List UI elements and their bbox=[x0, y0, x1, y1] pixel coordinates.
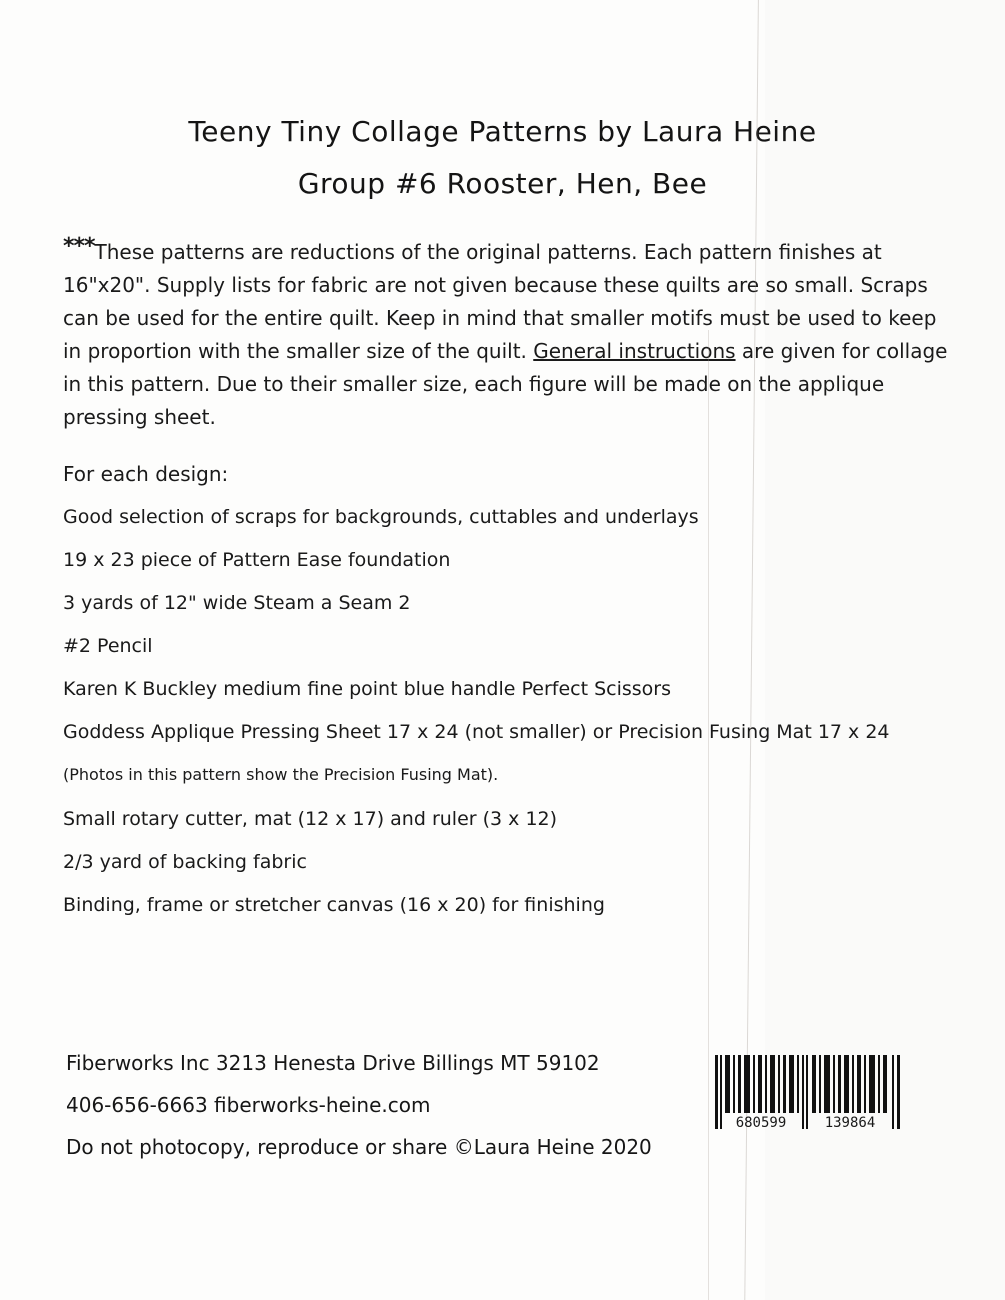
supply-item: 2/3 yard of backing fabric bbox=[63, 851, 307, 873]
barcode-digits-left: 680599 bbox=[735, 1115, 787, 1131]
scan-artifact-line bbox=[708, 330, 709, 1300]
supply-item: #2 Pencil bbox=[63, 635, 153, 657]
page-title: Teeny Tiny Collage Patterns by Laura Heine bbox=[188, 115, 817, 148]
supply-item: 19 x 23 piece of Pattern Ease foundation bbox=[63, 549, 451, 571]
footer-contact: 406-656-6663 fiberworks-heine.com bbox=[66, 1093, 431, 1117]
footer-block bbox=[66, 1052, 652, 1178]
footer-address: Fiberworks Inc 3213 Henesta Drive Billings MT 59102 bbox=[66, 1051, 600, 1075]
intro-asterisks: *** bbox=[63, 234, 95, 259]
barcode bbox=[714, 1055, 904, 1141]
barcode-digits-right: 139864 bbox=[824, 1115, 876, 1131]
supply-item: Binding, frame or stretcher canvas (16 x 20) for finishing bbox=[63, 894, 605, 916]
intro-text-part1: These patterns are reductions of the original patterns. Each pattern finishes at 16"x20". Supply lists for fabric are not given because these quilts are so small. Scraps can be used for the entire quilt. Keep in mind that smaller motifs must be used to keep in proportion with the smaller size of the quilt. bbox=[63, 240, 937, 363]
supply-item: Good selection of scraps for backgrounds, cuttables and underlays bbox=[63, 506, 699, 528]
intro-text-part2: are given for collage in this pattern. Due to their smaller size, each figure will be made on the applique pressing sheet. bbox=[63, 339, 948, 429]
page-subtitle: Group #6 Rooster, Hen, Bee bbox=[297, 167, 708, 200]
supply-item: Karen K Buckley medium fine point blue handle Perfect Scissors bbox=[63, 678, 671, 700]
barcode-image bbox=[714, 1055, 904, 1141]
supply-item: Small rotary cutter, mat (12 x 17) and ruler (3 x 12) bbox=[63, 808, 558, 830]
supply-list-heading: For each design: bbox=[63, 462, 229, 486]
supply-item: 3 yards of 12" wide Steam a Seam 2 bbox=[63, 592, 411, 614]
intro-underlined-phrase: General instructions bbox=[533, 339, 736, 363]
footer-copyright: Do not photocopy, reproduce or share ©Laura Heine 2020 bbox=[66, 1135, 652, 1159]
supply-item: Goddess Applique Pressing Sheet 17 x 24 (not smaller) or Precision Fusing Mat 17 x 24 bbox=[63, 721, 890, 743]
supply-item-note: (Photos in this pattern show the Precision Fusing Mat). bbox=[63, 765, 499, 784]
